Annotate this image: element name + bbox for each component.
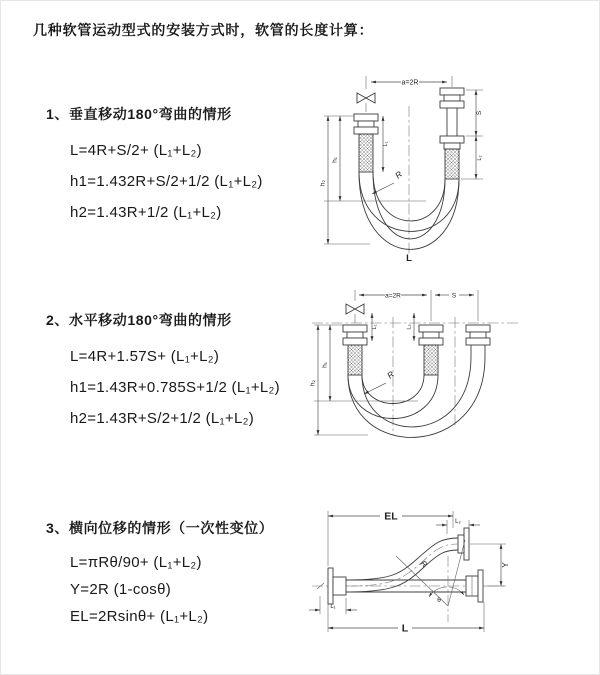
- dimension-a-2r: [355, 290, 478, 321]
- flange-fitting-right: [466, 570, 483, 602]
- dim-label-h2: h₂: [309, 379, 317, 387]
- dimension-l2: [407, 313, 415, 341]
- diagram-horizontal-180-bend: [306, 283, 600, 465]
- formula-h2: h2=1.43R+1/2 (L₁+L₂): [70, 204, 222, 221]
- section-3-formulas: [46, 549, 273, 630]
- dim-label-l-overall: L: [406, 253, 412, 264]
- dim-label-r: R: [418, 558, 429, 570]
- dim-label-l1: L₁: [383, 141, 389, 147]
- dim-label-l2: L₂: [455, 519, 461, 525]
- dim-label-y: Y: [501, 562, 510, 568]
- hose-u-curves: [348, 357, 485, 437]
- dim-label-a2r: a=2R: [385, 292, 401, 300]
- dim-label-theta: θ: [437, 597, 441, 604]
- hose-braid-middle: [424, 345, 438, 375]
- dim-label-r: R: [385, 368, 397, 381]
- dim-label-a2r: a=2R: [401, 79, 419, 87]
- flange-fitting-left: [354, 114, 378, 172]
- valve-icon: [346, 304, 364, 323]
- dimension-l-overall: [328, 602, 484, 635]
- formula-h1: h1=1.43R+0.785S+1/2 (L₁+L₂): [70, 379, 280, 396]
- dim-label-l2: L₂: [477, 155, 483, 161]
- dim-label-h2: h₂: [319, 179, 327, 187]
- section-3-heading: 3、横向位移的情形（一次性变位）: [46, 520, 274, 536]
- flange-fitting-right: [440, 88, 464, 179]
- flange-fitting-displaced: [458, 528, 469, 560]
- dim-label-s: S: [451, 292, 457, 300]
- hose-braid-left: [359, 134, 373, 172]
- section-2-heading: 2、水平移动180°弯曲的情形: [46, 312, 232, 328]
- formula-y: Y=2R (1-cosθ): [70, 581, 172, 598]
- diagram-lateral-displacement: [298, 498, 600, 648]
- flange-fitting-right: [466, 325, 490, 357]
- dimension-el: [328, 511, 453, 567]
- formula-length: L=4R+1.57S+ (L₁+L₂): [70, 348, 220, 365]
- dim-label-h1: h₁: [321, 362, 329, 368]
- formula-el: EL=2Rsinθ+ (L₁+L₂): [70, 608, 209, 625]
- hose-s-curve: [346, 538, 458, 592]
- hose-braid-right: [445, 149, 459, 179]
- flange-fitting-middle: [419, 325, 443, 375]
- section-horizontal-movement: [46, 310, 280, 434]
- dim-label-el: EL: [384, 510, 398, 523]
- dimension-s: [466, 90, 483, 136]
- angle-theta: [429, 587, 464, 604]
- dimension-l1: [383, 116, 389, 172]
- formula-length: L=πRθ/90+ (L₁+L₂): [70, 554, 202, 571]
- radius-callout: [372, 169, 404, 194]
- flange-fitting-left: [328, 568, 346, 604]
- dim-label-r: R: [393, 168, 405, 181]
- section-2-formulas: [46, 341, 280, 434]
- section-1-heading: 1、垂直移动180°弯曲的情形: [46, 106, 232, 122]
- dim-label-l1: L₁: [372, 324, 378, 330]
- formula-h1: h1=1.432R+S/2+1/2 (L₁+L₂): [70, 173, 263, 190]
- dimension-l2: [436, 519, 480, 534]
- hose-braid-left: [348, 345, 362, 375]
- diagram-vertical-180-bend: [308, 68, 592, 266]
- formula-length: L=4R+S/2+ (L₁+L₂): [70, 142, 202, 159]
- page-title: 几种软管运动型式的安装方式时，软管的长度计算：: [33, 22, 374, 38]
- section-vertical-movement: [46, 104, 263, 228]
- flange-fitting-left: [343, 325, 367, 375]
- dimension-l1: [372, 313, 378, 341]
- dim-label-l1: L₁: [330, 604, 336, 610]
- dim-label-l: L: [401, 622, 409, 635]
- radius-callout: [364, 369, 396, 394]
- valve-icon: [357, 93, 375, 112]
- dimension-s: [435, 293, 474, 300]
- section-1-formulas: [46, 135, 263, 228]
- dim-label-s: S: [476, 110, 483, 116]
- dim-label-h1: h₁: [331, 157, 339, 163]
- dimension-a-2r: [366, 76, 452, 89]
- section-lateral-displacement: [46, 518, 273, 630]
- dim-label-l2: L₂: [406, 324, 413, 330]
- formula-h2: h2=1.43R+S/2+1/2 (L₁+L₂): [70, 410, 255, 427]
